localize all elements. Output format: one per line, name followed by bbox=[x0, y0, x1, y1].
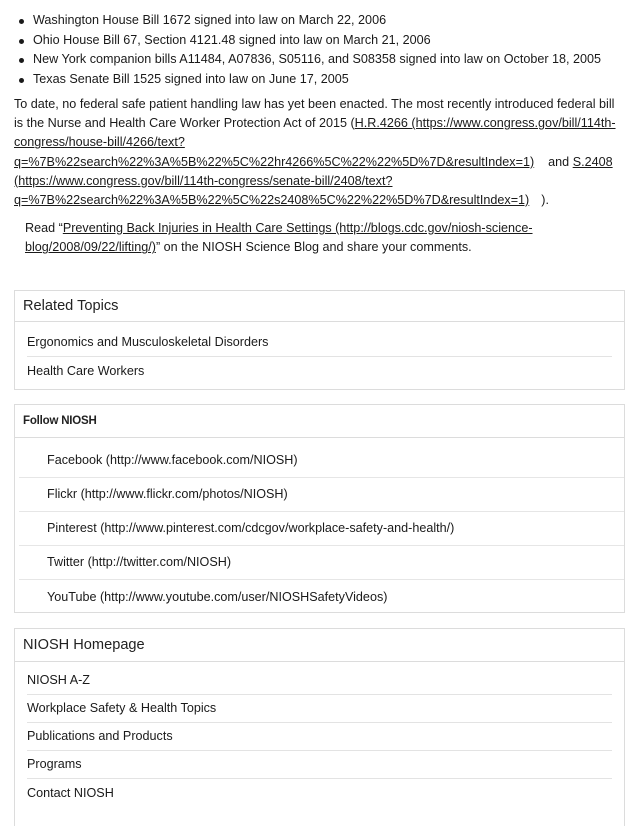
read-prefix: Read “ bbox=[25, 221, 63, 236]
related-topic-item[interactable]: Health Care Workers bbox=[27, 363, 145, 378]
related-topics-panel bbox=[14, 290, 625, 390]
blog-link[interactable]: Preventing Back Injuries in Health Care Settings (http://blogs.cdc.gov/niosh-science-blog/2008/09/22/lifting/) bbox=[25, 221, 533, 255]
homepage-nav-item[interactable]: Contact NIOSH bbox=[27, 785, 114, 800]
follow-niosh-title: Follow NIOSH bbox=[15, 405, 624, 438]
niosh-homepage-panel bbox=[14, 628, 625, 826]
homepage-nav-item[interactable]: Programs bbox=[27, 751, 612, 779]
blog-read-paragraph bbox=[25, 219, 624, 257]
homepage-nav-item[interactable]: NIOSH A-Z bbox=[27, 667, 612, 695]
list-item: Washington House Bill 1672 signed into law on March 22, 2006 bbox=[33, 11, 638, 31]
federal-law-paragraph bbox=[14, 95, 624, 210]
list-item: New York companion bills A11484, A07836, S05116, and S08358 signed into law on October 18, 2005 bbox=[33, 50, 638, 70]
homepage-nav-item[interactable]: Workplace Safety & Health Topics bbox=[27, 695, 612, 723]
follow-twitter-link[interactable]: Twitter (http://twitter.com/NIOSH) bbox=[19, 546, 624, 580]
related-topic-item[interactable]: Ergonomics and Musculoskeletal Disorders bbox=[27, 329, 612, 357]
paragraph-lead: To date, no federal safe patient handling law has yet been enacted. The most recently introduced federal bill is the Nurse and Health Care Worker Protection Act of 2015 ( bbox=[14, 97, 615, 131]
hr4266-link[interactable]: H.R.4266 (https://www.congress.gov/bill/114th-congress/house-bill/4266/text?q=%7B%22search%22%3A%5B%22%5C%22hr4266%5C%22%22%5D%7D&resultIndex=1) bbox=[14, 116, 616, 169]
paragraph-and: and bbox=[548, 154, 570, 169]
niosh-homepage-title: NIOSH Homepage bbox=[15, 629, 624, 662]
follow-youtube-link[interactable]: YouTube (http://www.youtube.com/user/NIOSHSafetyVideos) bbox=[47, 589, 388, 604]
follow-facebook-link[interactable]: Facebook (http://www.facebook.com/NIOSH) bbox=[19, 444, 624, 478]
follow-pinterest-link[interactable]: Pinterest (http://www.pinterest.com/cdcgov/workplace-safety-and-health/) bbox=[19, 512, 624, 546]
paragraph-end: ). bbox=[541, 193, 549, 208]
s2408-link[interactable]: S.2408 (https://www.congress.gov/bill/114th-congress/senate-bill/2408/text?q=%7B%22search%22%3A%5B%22%5C%22s2408%5C%22%22%5D%7D&resultIndex=1) bbox=[14, 154, 613, 208]
list-item: Texas Senate Bill 1525 signed into law on June 17, 2005 bbox=[33, 70, 638, 90]
homepage-nav-item[interactable]: Publications and Products bbox=[27, 723, 612, 751]
state-laws-list bbox=[0, 0, 638, 89]
follow-flickr-link[interactable]: Flickr (http://www.flickr.com/photos/NIOSH) bbox=[19, 478, 624, 512]
related-topics-title: Related Topics bbox=[15, 291, 624, 322]
follow-niosh-panel bbox=[14, 404, 625, 613]
list-item: Ohio House Bill 67, Section 4121.48 signed into law on March 21, 2006 bbox=[33, 31, 638, 51]
read-suffix: ” on the NIOSH Science Blog and share your comments. bbox=[155, 240, 472, 255]
